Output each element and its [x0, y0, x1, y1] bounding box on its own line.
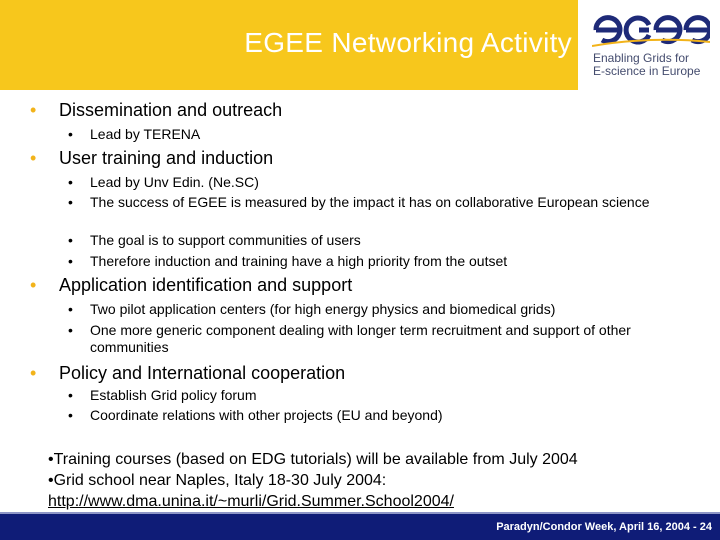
footer-text: Paradyn/Condor Week, April 16, 2004 - 24 — [496, 521, 712, 533]
note-line: •Grid school near Naples, Italy 18-30 July 2004: — [48, 472, 387, 489]
list-item: The goal is to support communities of users — [90, 232, 361, 248]
bullet-icon: • — [68, 387, 73, 403]
bullet-icon: • — [68, 301, 73, 317]
bullet-icon: • — [68, 126, 73, 142]
bullet-icon: • — [68, 174, 73, 190]
bullet-icon: • — [30, 148, 37, 168]
bullet-icon: • — [68, 407, 73, 423]
bullet-icon: • — [30, 363, 37, 383]
list-item: Coordinate relations with other projects (EU and beyond) — [90, 407, 443, 423]
egee-logo-icon — [592, 12, 710, 48]
bullet-icon: • — [68, 322, 73, 338]
bullet-icon: • — [68, 232, 73, 248]
logo-tagline-line2: E-science in Europe — [593, 64, 701, 78]
bullet-icon: • — [30, 100, 37, 120]
logo-tagline-line1: Enabling Grids for — [593, 51, 690, 65]
slide-title: EGEE Networking Activity — [244, 27, 572, 58]
list-item: The success of EGEE is measured by the impact it has on collaborative European science — [90, 194, 650, 210]
list-item: Establish Grid policy forum — [90, 387, 257, 403]
grid-school-link[interactable]: http://www.dma.unina.it/~murli/Grid.Summer.School2004/ — [48, 493, 454, 510]
section-heading: Dissemination and outreach — [59, 100, 283, 120]
notes-box — [48, 449, 688, 512]
footer-bar — [0, 514, 720, 540]
list-item: Two pilot application centers (for high energy physics and biomedical grids) — [90, 301, 556, 317]
logo-tagline — [593, 52, 717, 78]
section-heading: Policy and International cooperation — [59, 363, 346, 383]
bullet-icon: • — [68, 253, 73, 269]
section-heading: Application identification and support — [59, 275, 353, 295]
list-item: Lead by TERENA — [90, 126, 201, 142]
section-heading: User training and induction — [59, 148, 274, 168]
list-item: Lead by Unv Edin. (Ne.SC) — [90, 174, 259, 190]
bullet-icon: • — [30, 275, 37, 295]
list-item: Therefore induction and training have a high priority from the outset — [90, 253, 508, 269]
note-line: •Training courses (based on EDG tutorials) will be available from July 2004 — [48, 451, 578, 468]
list-item: One more generic component dealing with longer term recruitment and support of other communities — [90, 322, 631, 355]
bullet-icon: • — [68, 194, 73, 210]
